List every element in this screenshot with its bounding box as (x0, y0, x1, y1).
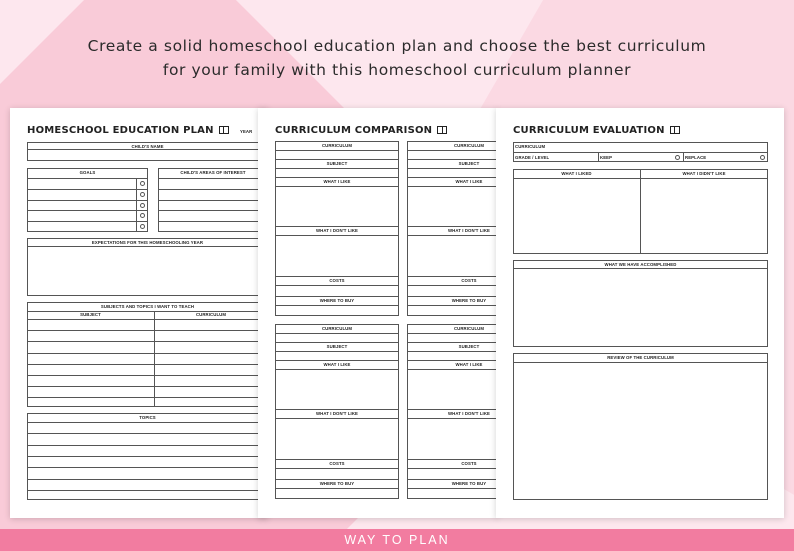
costs-label: COSTS (461, 460, 477, 466)
curriculum-comparison-page (258, 108, 498, 518)
goal-row-line (27, 189, 148, 190)
where-to-buy-label: WHERE TO BUY (319, 297, 355, 303)
curriculum-label: CURRICULUM (321, 325, 353, 331)
what-i-like-label: WHAT I LIKE (323, 178, 351, 184)
divider (27, 149, 268, 150)
what-i-like-label: WHAT I LIKE (455, 178, 483, 184)
divider (598, 152, 599, 162)
book-icon (437, 126, 447, 134)
topic-row-line (27, 490, 268, 491)
subject-row-line (27, 364, 268, 365)
book-icon (219, 126, 229, 134)
curriculum-label: CURRICULUM (453, 325, 485, 331)
divider (275, 479, 399, 480)
divider (275, 468, 399, 469)
divider (513, 268, 768, 269)
curriculum-column-header: CURRICULUM (195, 312, 227, 317)
divider (275, 150, 399, 151)
curriculum-label: CURRICULUM (453, 142, 485, 148)
goal-checkbox[interactable] (140, 192, 145, 197)
divider (275, 276, 399, 277)
subject-row-line (27, 386, 268, 387)
subject-label: SUBJECT (326, 160, 348, 166)
divider (275, 226, 399, 227)
goal-checkbox[interactable] (140, 213, 145, 218)
where-to-buy-label: WHERE TO BUY (319, 480, 355, 486)
what-i-liked-label: WHAT I LIKED (561, 171, 592, 176)
subject-row-line (27, 341, 268, 342)
headline-line-2: for your family with this homeschool curriculum planner (162, 61, 632, 79)
where-to-buy-label: WHERE TO BUY (451, 297, 487, 303)
goal-checkbox[interactable] (140, 181, 145, 186)
what-i-like-label: WHAT I LIKE (455, 361, 483, 367)
divider (275, 159, 399, 160)
costs-label: COSTS (329, 460, 345, 466)
subject-label: SUBJECT (458, 343, 480, 349)
divider (275, 235, 399, 236)
headline (0, 34, 794, 82)
subjects-topics-label: SUBJECTS AND TOPICS I WANT TO TEACH (100, 303, 195, 309)
page-title (513, 125, 680, 136)
topic-row-line (27, 467, 268, 468)
divider (275, 333, 399, 334)
divider (513, 362, 768, 363)
divider (275, 296, 399, 297)
topic-row-line (27, 422, 268, 423)
childs-name-label: CHILD'S NAME (131, 143, 164, 149)
divider (275, 488, 399, 489)
what-i-dont-like-label: WHAT I DON'T LIKE (315, 410, 359, 416)
subject-row-line (27, 397, 268, 398)
what-i-dont-like-label: WHAT I DON'T LIKE (315, 227, 359, 233)
goal-checkbox[interactable] (140, 203, 145, 208)
review-box[interactable] (513, 353, 768, 500)
what-i-didnt-like-label: WHAT I DIDN'T LIKE (682, 171, 726, 176)
brand-name: WAY TO PLAN (344, 533, 450, 547)
where-to-buy-label: WHERE TO BUY (451, 480, 487, 486)
divider (683, 152, 684, 162)
expectations-label: EXPECTATIONS FOR THIS HOMESCHOOLING YEAR (91, 240, 204, 245)
topics-label: TOPICS (139, 414, 156, 420)
divider (275, 360, 399, 361)
divider (275, 369, 399, 370)
accomplished-box[interactable] (513, 260, 768, 347)
interest-row-line (158, 178, 268, 179)
subjects-table[interactable] (27, 302, 268, 407)
what-i-like-label: WHAT I LIKE (323, 361, 351, 367)
divider (275, 342, 399, 343)
divider (275, 177, 399, 178)
interest-row-line (158, 210, 268, 211)
page-title (27, 125, 229, 136)
curriculum-label: CURRICULUM (515, 144, 546, 149)
education-plan-page (10, 108, 268, 518)
divider (27, 246, 268, 247)
subject-label: SUBJECT (458, 160, 480, 166)
divider (275, 305, 399, 306)
interests-label: CHILD'S AREAS OF INTEREST (180, 169, 246, 175)
goal-row-line (27, 178, 148, 179)
subject-row-line (27, 353, 268, 354)
goal-row-line (27, 200, 148, 201)
divider (275, 351, 399, 352)
year-label: YEAR (240, 129, 253, 134)
accomplished-label: WHAT WE HAVE ACCOMPLISHED (604, 261, 677, 267)
subject-row-line (27, 330, 268, 331)
costs-label: COSTS (461, 277, 477, 283)
divider (513, 152, 768, 153)
costs-label: COSTS (329, 277, 345, 283)
review-label: REVIEW OF THE CURRICULUM (607, 354, 674, 360)
page-title-text: CURRICULUM EVALUATION (513, 125, 665, 136)
topic-row-line (27, 445, 268, 446)
goal-row-line (27, 221, 148, 222)
replace-checkbox[interactable] (760, 155, 765, 160)
topic-row-line (27, 456, 268, 457)
divider (27, 311, 268, 312)
divider (275, 285, 399, 286)
subject-column-header: SUBJECT (80, 312, 101, 317)
divider (640, 169, 641, 254)
interest-row-line (158, 200, 268, 201)
curriculum-label: CURRICULUM (321, 142, 353, 148)
footer-bar (0, 529, 794, 551)
page-title-text: CURRICULUM COMPARISON (275, 125, 433, 136)
page-title (275, 125, 447, 136)
subject-row-line (27, 375, 268, 376)
divider (136, 178, 137, 232)
interest-row-line (158, 221, 268, 222)
interest-row-line (158, 189, 268, 190)
divider (275, 459, 399, 460)
replace-label: REPLACE (685, 154, 707, 160)
subject-label: SUBJECT (326, 343, 348, 349)
divider (275, 168, 399, 169)
headline-line-1: Create a solid homeschool education plan and choose the best curriculum (87, 37, 707, 55)
grade-level-label: GRADE / LEVEL (515, 154, 550, 160)
curriculum-evaluation-page (496, 108, 784, 518)
topic-row-line (27, 433, 268, 434)
goal-checkbox[interactable] (140, 224, 145, 229)
keep-label: KEEP (600, 154, 613, 160)
goal-row-line (27, 210, 148, 211)
goals-label: GOALS (79, 169, 96, 175)
topic-row-line (27, 479, 268, 480)
divider (275, 409, 399, 410)
divider (275, 418, 399, 419)
subject-row-line (27, 319, 268, 320)
divider (154, 311, 155, 407)
what-i-dont-like-label: WHAT I DON'T LIKE (447, 410, 491, 416)
book-icon (670, 126, 680, 134)
page-title-text: HOMESCHOOL EDUCATION PLAN (27, 125, 214, 136)
keep-checkbox[interactable] (675, 155, 680, 160)
what-i-dont-like-label: WHAT I DON'T LIKE (447, 227, 491, 233)
divider (275, 186, 399, 187)
